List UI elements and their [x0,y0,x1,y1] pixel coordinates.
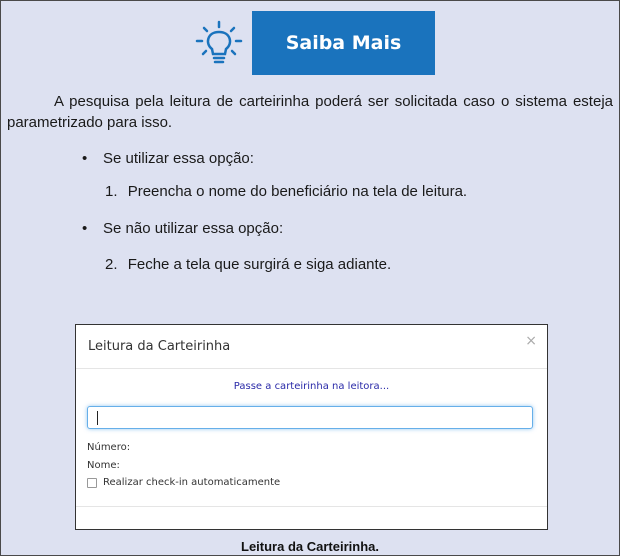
bullet-dot-icon: • [82,150,88,167]
checkin-checkbox-label: Realizar check-in automaticamente [103,477,281,488]
option-step-2 [105,256,391,273]
saiba-mais-header [1,11,619,75]
step-text: Feche a tela que surgirá e siga adiante. [127,256,392,273]
leitura-carteirinha-dialog [75,324,548,530]
dialog-prompt: Passe a carteirinha na leitora... [233,381,390,392]
dialog-footer-divider [76,506,547,507]
checkin-checkbox[interactable] [87,478,97,488]
step-number: 2. [105,256,118,273]
dialog-divider [76,368,547,369]
card-reader-input[interactable] [87,406,533,429]
close-icon[interactable]: × [525,333,537,349]
option-step-1 [105,183,467,200]
bullet-text: Se não utilizar essa opção: [103,220,284,237]
lightbulb-icon [193,19,245,71]
checkin-option[interactable] [87,477,280,488]
saiba-mais-badge: Saiba Mais [252,11,435,75]
step-text: Preencha o nome do beneficiário na tela de leitura. [127,183,468,200]
text-caret [97,411,98,425]
bullet-dot-icon: • [82,220,88,237]
intro-paragraph: A pesquisa pela leitura de carteirinha poderá ser solicitada caso o sistema esteja parametrizado para isso. [7,93,613,131]
step-number: 1. [105,183,118,200]
nome-label: Nome: [87,460,120,471]
figure-caption: Leitura da Carteirinha. [241,539,379,554]
bullet-text: Se utilizar essa opção: [103,150,254,167]
dialog-title: Leitura da Carteirinha [88,339,231,354]
numero-label: Número: [87,442,131,453]
